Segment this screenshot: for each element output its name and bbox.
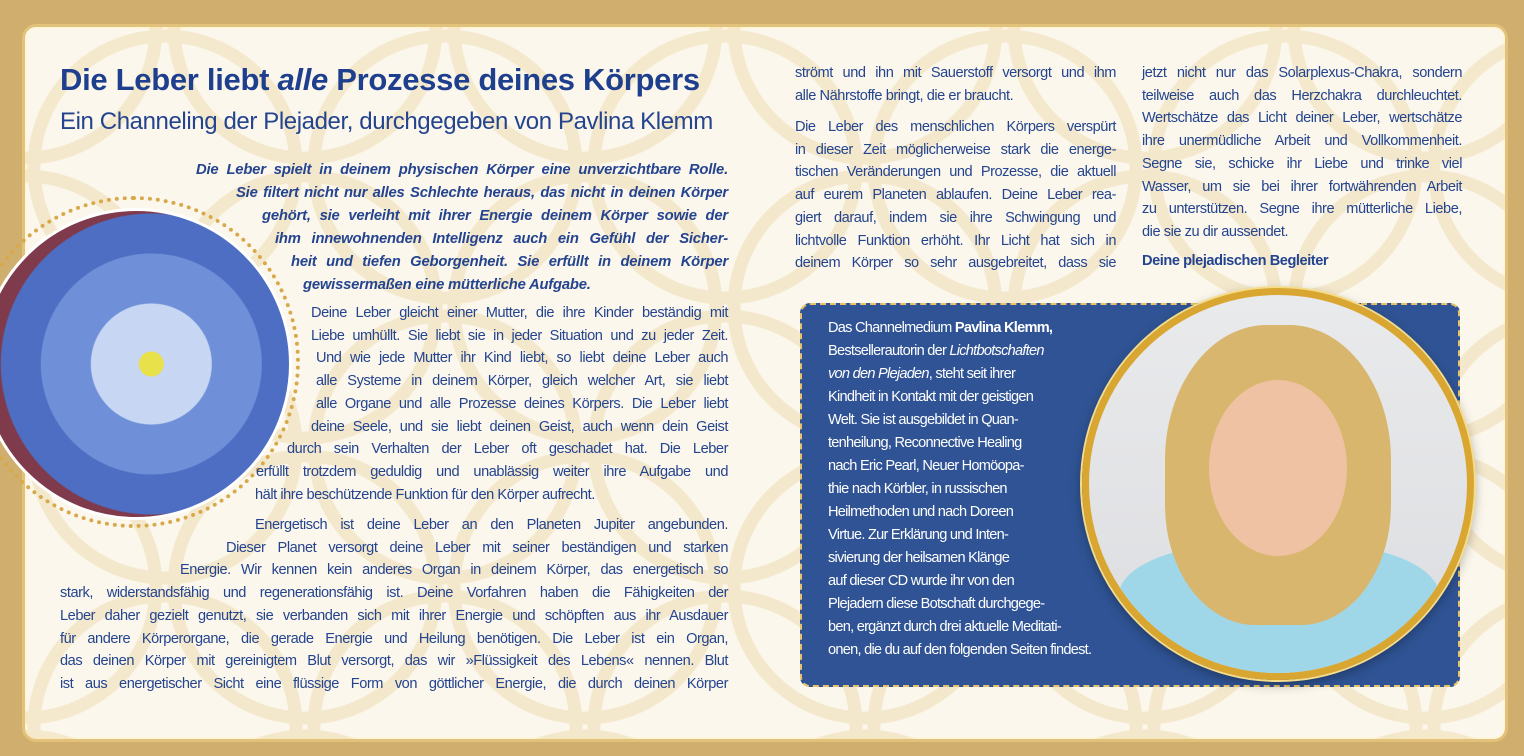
author-name: Pavlina Klemm, [954,320,1053,336]
text-line: Energie. Wir kennen kein anderes Organ in deinem Körper, das energetisch so [180,562,728,579]
text-line: Energetisch ist deine Leber an den Planeten Jupiter angebunden. [255,517,728,533]
text-line: alle Nährstoffe bringt, die er braucht. [795,87,1014,104]
text-line: erfüllt trotzdem geduldig und unablässig weiter ihre Aufgabe und [256,463,728,480]
signature: Deine plejadischen Begleiter [1142,253,1329,269]
text-line: gewissermaßen eine mütterliche Aufgabe. [303,277,591,293]
title-part: Prozesse deines Körpers [327,62,700,97]
text-line: Segne sie, schicke ihr Liebe und trinke viel [1142,155,1462,172]
text-line: teilweise auch das Herzchakra durchleuchtet. [1142,87,1462,104]
page-title [60,62,700,98]
text-line: Wertschätze das Licht deiner Leber, wertschätze [1142,110,1462,127]
text-line: alle Systeme in deinem Körper, gleich welcher Art, sie liebt [316,373,728,390]
text-line: heit und tiefen Geborgenheit. Sie erfüllt in deinem Körper [291,254,728,270]
bio-line: Kindheit in Kontakt mit der geistigen [828,389,1034,405]
bio-line: auf dieser CD wurde ihr von den [828,573,1015,589]
author-portrait [1082,288,1474,680]
bio-line [828,363,1015,385]
bio-line: onen, die du auf den folgenden Seiten findest. [828,642,1092,658]
text-line: Wasser, um sie bei ihrer fortwährenden Arbeit [1142,178,1462,195]
text-line: Die Leber des menschlichen Körpers verspürt [795,119,1116,135]
title-emphasis: alle [277,62,328,97]
page-subtitle: Ein Channeling der Plejader, durchgegeben von Pavlina Klemm [60,108,713,135]
bio-text: , steht seit ihrer [928,366,1016,382]
bio-line: thie nach Körbler, in russischen [828,481,1007,497]
text-line: Leber daher gezielt genutzt, sie verbanden sich mit ihrer Energie und schöpften aus ihr Ausdauer [60,607,728,624]
text-line: tischen Veränderungen und Prozesse, die aktuell [795,164,1116,181]
bio-line: Virtue. Zur Erklärung und Inten- [828,527,1009,543]
text-line: jetzt nicht nur das Solarplexus-Chakra, sondern [1142,65,1462,81]
bio-line [828,317,1052,339]
text-line: Liebe umhüllt. Sie liebt sie in jeder Situation und zu jeder Zeit. [311,327,728,344]
text-line: deine Seele, und sie liebt deinen Geist, auch wenn dein Geist [311,418,728,435]
text-line: ist aus energetischer Sicht eine flüssige Form von göttlicher Energie, die durch deinen Körper [60,675,728,692]
text-line: Dieser Planet versorgt deine Leber mit seiner beständigen und starken [226,539,728,556]
text-line: Und wie jede Mutter ihr Kind liebt, so liebt deine Leber auch [316,350,728,367]
text-line: ihre unermüdliche Arbeit und Vollkommenheit. [1142,133,1462,150]
text-line: das deinen Körper mit gereinigtem Blut versorgt, das wir »Flüssigkeit des Lebens« nennen. Blut [60,653,728,670]
text-line: stark, widerstandsfähig und regenerationsfähig ist. Deine Vorfahren haben die Fähigkeiten der [60,585,728,602]
bio-line: Welt. Sie ist ausgebildet in Quan- [828,412,1019,428]
text-line: Die Leber spielt in deinem physischen Körper eine unverzichtbare Rolle. [196,162,728,178]
text-line: zu unterstützen. Segne ihre mütterliche Liebe, [1142,201,1462,218]
bio-line: nach Eric Pearl, Neuer Homöopa- [828,458,1024,474]
bio-line: Plejadern diese Botschaft durchgege- [828,596,1045,612]
text-line: in dieser Zeit möglicherweise stark die energe- [795,141,1116,158]
text-line: auf eurem Planeten ablaufen. Deine Leber rea- [795,187,1116,204]
bio-line: tenheilung, Reconnective Healing [828,435,1022,451]
text-line: deinem Körper so sehr ausgebreitet, dass sie [795,255,1116,272]
text-line: Deine Leber gleicht einer Mutter, die ihre Kinder beständig mit [311,305,728,321]
text-line: die sie zu dir aussendet. [1142,223,1289,240]
bio-line: ben, ergänzt durch drei aktuelle Meditati- [828,619,1061,635]
bio-line: Heilmethoden und nach Doreen [828,504,1014,520]
bio-line [828,340,1044,362]
text-line: hält ihre beschützende Funktion für den Körper aufrecht. [255,486,595,503]
bio-text: Das Channelmedium [828,320,955,336]
portrait-face [1209,380,1347,556]
bio-text: Bestsellerautorin der [828,343,950,359]
text-line: gehört, sie verleiht mit ihrer Energie deinem Körper sowie der [262,208,728,224]
text-line: lichtvolle Funktion erhöht. Ihr Licht hat sich in [795,232,1116,249]
title-part: Die Leber liebt [60,62,278,97]
text-line: ihm innewohnenden Intelligenz auch ein Gefühl der Sicher- [275,231,728,247]
text-line: alle Organe und alle Prozesse deines Körpers. Die Leber liebt [316,395,728,412]
bio-line: sivierung der heilsamen Klänge [828,550,1010,566]
text-line: für andere Körperorgane, die gerade Energie und Heilung benötigen. Die Leber ist ein Organ, [60,630,728,647]
text-line: giert darauf, indem sie ihre Schwingung und [795,209,1116,226]
text-line: Sie filtert nicht nur alles Schlechte heraus, das nicht in deinen Körper [236,185,728,201]
text-line: durch sein Verhalten der Leber oft geschadet hat. Die Leber [287,441,728,458]
book-title: Lichtbotschaften [949,343,1044,359]
text-line: strömt und ihn mit Sauerstoff versorgt und ihm [795,65,1116,81]
book-title: von den Plejaden [828,366,929,382]
